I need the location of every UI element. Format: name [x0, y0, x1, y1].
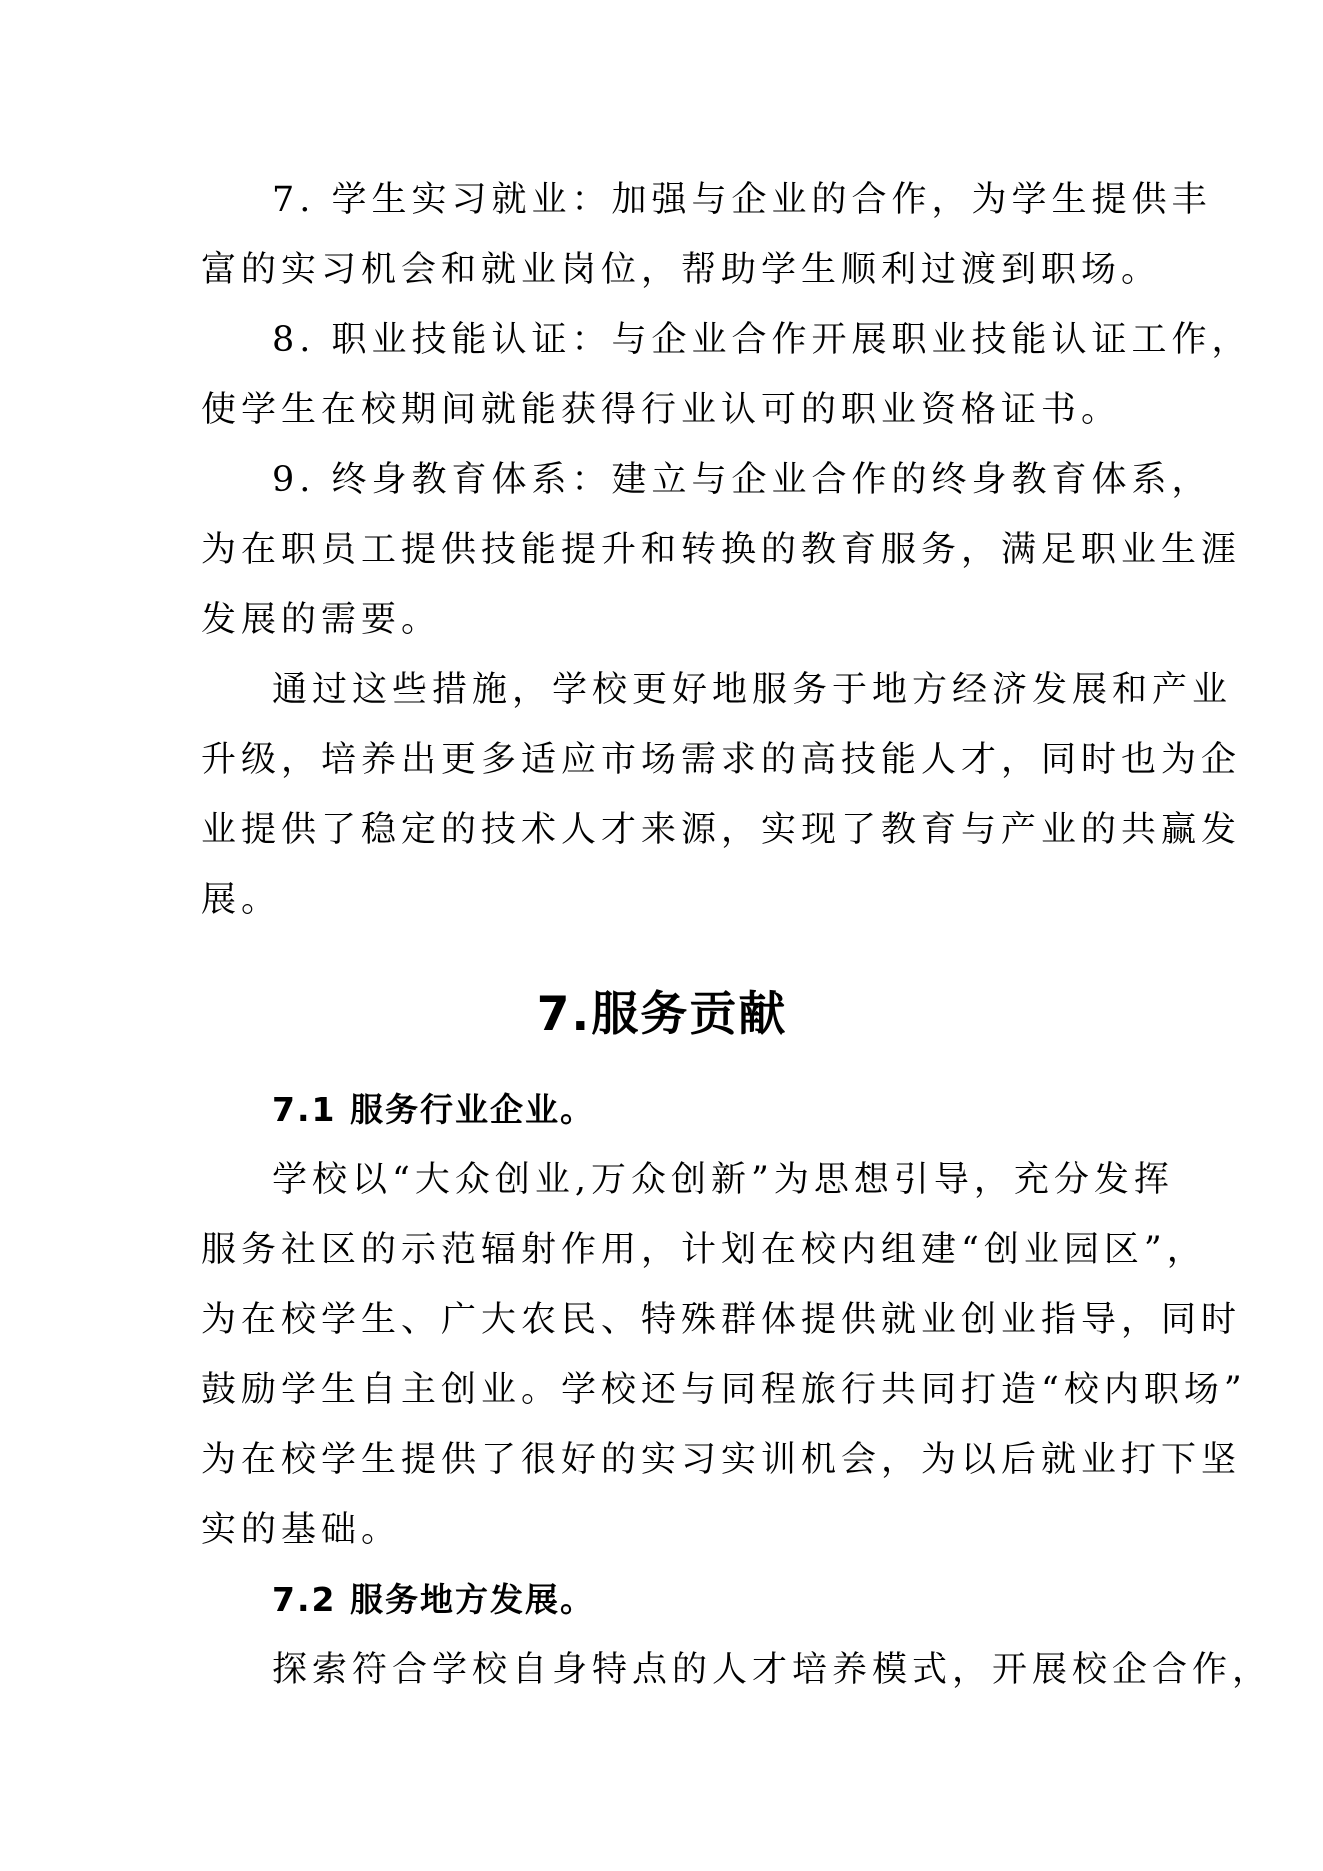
paragraph-line: 服务社区的示范辐射作用，计划在校内组建“创业园区”，	[201, 1230, 1207, 1270]
list-item-9	[201, 445, 1242, 655]
paragraph-line: 9. 终身教育体系：建立与企业合作的终身教育体系，	[272, 460, 1212, 500]
list-item-7	[201, 165, 1212, 305]
paragraph-line: 7. 学生实习就业：加强与企业的合作，为学生提供丰	[272, 180, 1212, 220]
paragraph-line: 为在校学生、广大农民、特殊群体提供就业创业指导，同时	[201, 1300, 1242, 1340]
subsection-7-2	[201, 1565, 1273, 1705]
paragraph-line: 发展的需要。	[201, 600, 442, 640]
paragraph-line: 展。	[201, 880, 282, 920]
subsection-7-1	[201, 1075, 1247, 1565]
paragraph-line: 为在校学生提供了很好的实习实训机会，为以后就业打下坚	[201, 1440, 1242, 1480]
paragraph-line: 使学生在校期间就能获得行业认可的职业资格证书。	[201, 390, 1122, 430]
summary-paragraph	[201, 655, 1242, 935]
paragraph-line: 学校以“大众创业,万众创新”为思想引导，充分发挥	[272, 1160, 1174, 1200]
paragraph-line: 通过这些措施，学校更好地服务于地方经济发展和产业	[272, 670, 1233, 710]
section-heading: 7.服务贡献	[536, 987, 788, 1042]
paragraph-line: 富的实习机会和就业岗位，帮助学生顺利过渡到职场。	[201, 250, 1162, 290]
paragraph-line: 8. 职业技能认证：与企业合作开展职业技能认证工作，	[272, 320, 1252, 360]
subsection-heading: 7.1 服务行业企业。	[272, 1090, 595, 1129]
paragraph-line: 为在职员工提供技能提升和转换的教育服务，满足职业生涯	[201, 530, 1242, 570]
subsection-heading: 7.2 服务地方发展。	[272, 1580, 595, 1619]
paragraph-line: 升级，培养出更多适应市场需求的高技能人才，同时也为企	[201, 740, 1242, 780]
paragraph-line: 探索符合学校自身特点的人才培养模式，开展校企合作，	[272, 1650, 1273, 1690]
paragraph-line: 鼓励学生自主创业。学校还与同程旅行共同打造“校内职场”	[201, 1370, 1247, 1410]
paragraph-line: 业提供了稳定的技术人才来源，实现了教育与产业的共赢发	[201, 810, 1242, 850]
list-item-8	[201, 305, 1252, 445]
paragraph-line: 实的基础。	[201, 1510, 402, 1550]
page-body	[201, 165, 1273, 1705]
